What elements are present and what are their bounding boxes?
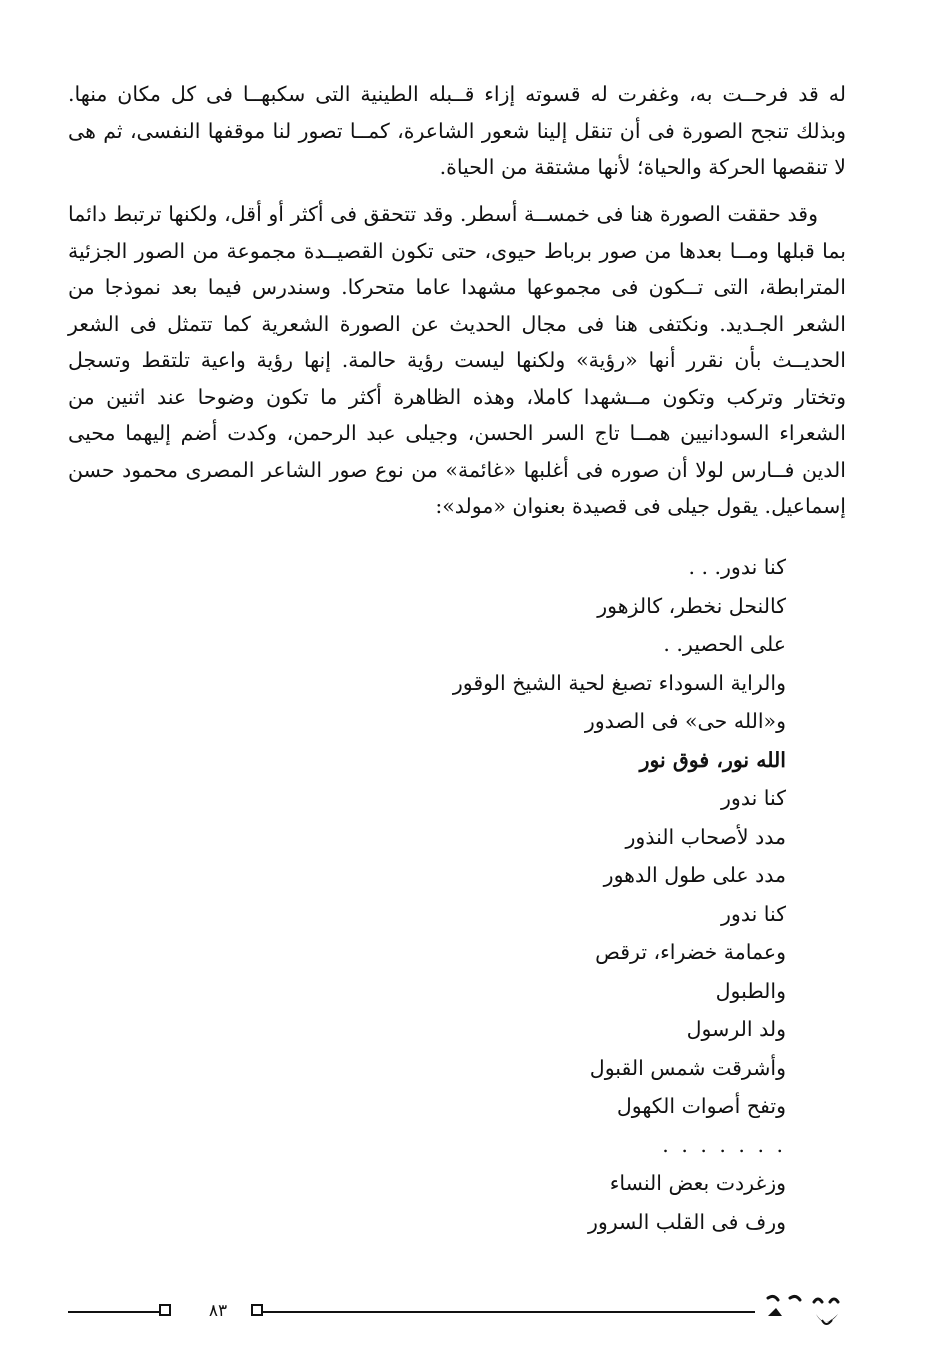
poem-line: والراية السوداء تصبغ لحية الشيخ الوقور <box>452 670 786 695</box>
poem-ellipsis-line: . . . . . . . <box>662 1132 786 1157</box>
poem-line: على الحصير. . <box>663 632 786 656</box>
poem-block <box>300 548 786 1241</box>
footer-rule-right <box>263 1311 755 1313</box>
body-text-block-1 <box>68 76 846 186</box>
footer-rule-left <box>68 1311 160 1313</box>
poem-line: الله نور، فوق نور <box>639 747 786 772</box>
poem-line: ولد الرسول <box>686 1017 786 1041</box>
footer-square-left <box>159 1304 171 1316</box>
decorative-flourish-icon <box>760 1290 844 1334</box>
paragraph-2: وقد حققت الصورة هنا فى خمســة أسطر. وقد تتحقق فى أكثر أو أقل، ولكنها ترتبط دائما بما قبلها ومــا بعدها من صور برباط حيوى، حتى تكون القصيــدة مجموعة من الصور الجزئية المترابطة، التى تــكون فى مجموعها مشهدا عاما متحركا. وسندرس فيما بعد نموذجا من الشعر الجـديد. ونكتفى هنا فى مجال الحديث عن الصورة الشعرية كما تتمثل فى الشعر الحديــث بأن نقرر أنها «رؤية» ولكنها ليست رؤية حالمة. إنها رؤية واعية تلتقط وتسجل وتختار وتركب وتكون مــشهدا كاملا، وهذه الظاهرة أكثر ما تكون وضوحا عند اثنين من الشعراء السودانيين همــا تاج السر الحسن، وجيلى عبد الرحمن، وكدت أضم إليهما محيى الدين فــارس لولا أن صوره فى أغلبها «غائمة» من نوع صور الشاعر المصرى محمود حسن إسماعيل. يقول جيلى فى قصيدة بعنوان «مولد»: <box>68 202 846 518</box>
page-number: ٨٣ <box>208 1301 228 1321</box>
poem-line: مدد لأصحاب النذور <box>625 824 786 849</box>
page-footer <box>0 1288 925 1348</box>
body-text-block-2 <box>68 196 846 525</box>
poem-line: كنا ندور <box>721 786 786 810</box>
paragraph-1: له قد فرحــت به، وغفرت له قسوته إزاء قــبله الطينية التى سكبهــا فى كل مكان منها. وبذلك تنجح الصورة فى أن تنقل إلينا شعور الشاعرة، كمــا تصور لنا موقفها النفسى، ثم هى لا تنقصها الحركة والحياة؛ لأنها مشتقة من الحياة. <box>68 82 846 179</box>
poem-line: ورف فى القلب السرور <box>587 1209 786 1234</box>
poem-line: وزغردت بعض النساء <box>609 1171 786 1195</box>
poem-line: مدد على طول الدهور <box>603 863 786 887</box>
poem-line: و«الله حى» فى الصدور <box>584 709 786 733</box>
poem-line: وأشرقت شمس القبول <box>589 1055 786 1080</box>
poem-line: كالنحل نخطر، كالزهور <box>597 593 786 618</box>
poem-line: كنا ندور <box>721 901 786 926</box>
poem-line: والطبول <box>715 978 786 1003</box>
footer-square-right <box>251 1304 263 1316</box>
poem-line: كنا ندور. . . <box>688 555 786 579</box>
poem-line: وتفح أصوات الكهول <box>616 1094 786 1118</box>
poem-line: وعمامة خضراء، ترقص <box>595 940 786 964</box>
